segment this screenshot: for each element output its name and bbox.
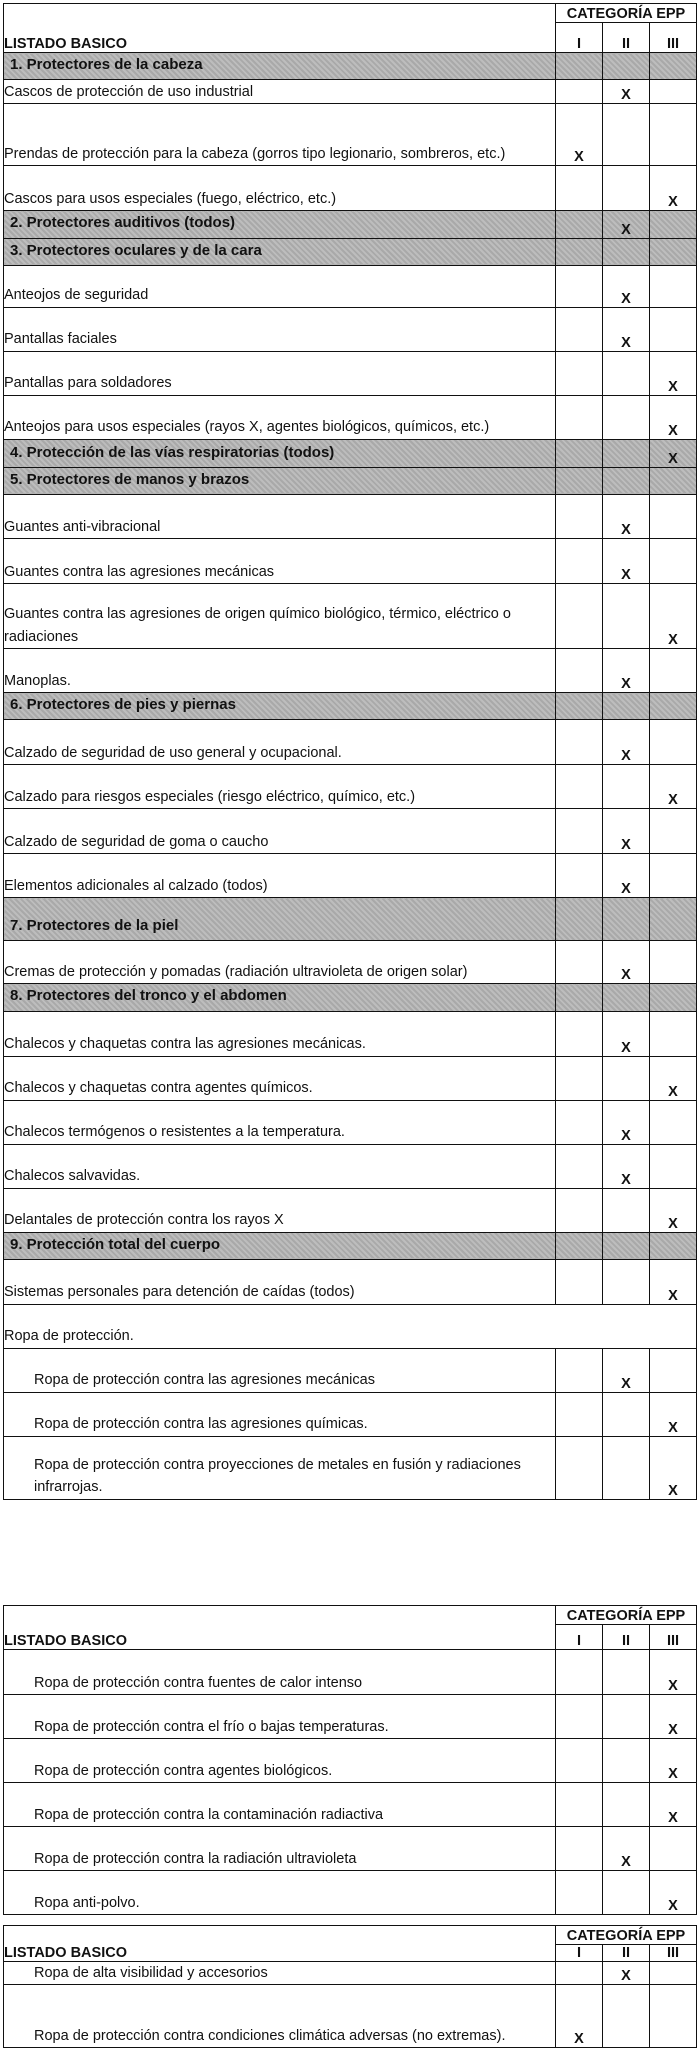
category-ii-cell <box>603 1100 650 1144</box>
category-mark: X <box>621 881 631 898</box>
section-row <box>4 467 697 494</box>
table-row <box>4 1348 697 1392</box>
item-description: Guantes anti-vibracional <box>4 495 556 539</box>
category-epp-heading: CATEGORÍA EPP <box>556 1606 697 1625</box>
category-ii-cell <box>603 1259 650 1304</box>
epp-table-1 <box>3 3 697 1500</box>
section-title: 3. Protectores oculares y de la cara <box>4 238 556 265</box>
table-row <box>4 495 697 539</box>
table-row <box>4 166 697 211</box>
table-row <box>4 720 697 765</box>
table-row <box>4 809 697 854</box>
category-iii-cell <box>650 693 697 720</box>
item-description: Cascos para usos especiales (fuego, eléctrico, etc.) <box>4 166 556 211</box>
category-iii-cell <box>650 1011 697 1056</box>
category-i-cell <box>556 809 603 854</box>
category-i-cell <box>556 80 603 104</box>
table-row <box>4 1188 697 1232</box>
category-mark: X <box>621 1968 631 1985</box>
category-iii-cell <box>650 1392 697 1436</box>
item-description: Ropa de protección contra la radiación ultravioleta <box>4 1827 556 1871</box>
category-iii-label: III <box>650 1945 697 1962</box>
category-ii-cell <box>603 80 650 104</box>
section-row <box>4 693 697 720</box>
item-description: Delantales de protección contra los rayos X <box>4 1188 556 1232</box>
category-i-cell <box>556 539 603 584</box>
table-row <box>4 941 697 984</box>
category-i-cell <box>556 53 603 80</box>
category-mark: X <box>668 1083 678 1100</box>
category-mark: X <box>621 1375 631 1392</box>
category-i-cell <box>556 854 603 898</box>
table-row <box>4 1650 697 1695</box>
category-iii-cell <box>650 720 697 765</box>
table-row <box>4 1739 697 1783</box>
category-i-cell <box>556 898 603 941</box>
category-i-cell <box>556 467 603 494</box>
category-i-cell <box>556 984 603 1011</box>
category-iii-cell <box>650 351 697 395</box>
section-title: 6. Protectores de pies y piernas <box>4 693 556 720</box>
item-description: Chalecos salvavidas. <box>4 1144 556 1188</box>
category-mark: X <box>621 1127 631 1144</box>
category-iii-label: III <box>650 1625 697 1650</box>
category-iii-cell <box>650 1144 697 1188</box>
category-i-cell <box>556 1695 603 1739</box>
category-i-cell <box>556 1348 603 1392</box>
item-description: Calzado de seguridad de uso general y ocupacional. <box>4 720 556 765</box>
table-row <box>4 1962 697 1985</box>
category-mark: X <box>668 1678 678 1694</box>
table-row <box>4 351 697 395</box>
category-iii-cell <box>650 1232 697 1259</box>
section-row <box>4 238 697 265</box>
header-row <box>4 4 697 23</box>
category-iii-cell <box>650 984 697 1011</box>
category-iii-cell <box>650 80 697 104</box>
category-ii-cell <box>603 1827 650 1871</box>
category-ii-cell <box>603 53 650 80</box>
table-row <box>4 1871 697 1915</box>
category-ii-cell <box>603 539 650 584</box>
table-row <box>4 1304 697 1348</box>
category-i-cell <box>556 351 603 395</box>
category-ii-cell <box>603 1783 650 1827</box>
category-i-cell <box>556 1871 603 1915</box>
category-ii-cell <box>603 809 650 854</box>
category-mark: X <box>668 1287 678 1304</box>
item-description: Ropa de protección contra el frío o bajas temperaturas. <box>4 1695 556 1739</box>
listado-basico-heading: LISTADO BASICO <box>4 1926 556 1962</box>
table-row <box>4 584 697 649</box>
category-i-cell <box>556 439 603 467</box>
category-ii-cell <box>603 649 650 693</box>
category-ii-cell <box>603 765 650 809</box>
category-iii-cell <box>650 898 697 941</box>
category-ii-cell <box>603 104 650 166</box>
category-mark: X <box>621 1039 631 1056</box>
category-iii-cell <box>650 307 697 351</box>
section-title: 1. Protectores de la cabeza <box>4 53 556 80</box>
item-description: Ropa de protección contra las agresiones mecánicas <box>4 1348 556 1392</box>
item-description: Guantes contra las agresiones mecánicas <box>4 539 556 584</box>
section-title: 4. Protección de las vías respiratorias (todos) <box>4 439 556 467</box>
category-i-cell <box>556 1232 603 1259</box>
category-i-cell <box>556 584 603 649</box>
item-description: Anteojos para usos especiales (rayos X, agentes biológicos, químicos, etc.) <box>4 395 556 439</box>
category-mark: X <box>621 522 631 538</box>
category-mark: X <box>668 1215 678 1232</box>
category-iii-cell <box>650 1739 697 1783</box>
category-iii-cell <box>650 941 697 984</box>
category-i-label: I <box>556 1945 603 1962</box>
category-iii-cell <box>650 1188 697 1232</box>
category-mark: X <box>668 632 678 648</box>
category-iii-cell <box>650 395 697 439</box>
table-row <box>4 265 697 307</box>
category-iii-cell <box>650 1871 697 1915</box>
table-row <box>4 395 697 439</box>
section-title: 2. Protectores auditivos (todos) <box>4 211 556 238</box>
item-description: Ropa de protección contra proyecciones de metales en fusión y radiaciones infrarrojas. <box>4 1436 556 1499</box>
category-mark: X <box>668 450 678 467</box>
item-description: Prendas de protección para la cabeza (gorros tipo legionario, sombreros, etc.) <box>4 104 556 166</box>
category-i-cell <box>556 307 603 351</box>
category-iii-cell <box>650 53 697 80</box>
item-description: Ropa de protección contra las agresiones químicas. <box>4 1392 556 1436</box>
category-iii-cell <box>650 439 697 467</box>
category-iii-cell <box>650 854 697 898</box>
listado-basico-heading: LISTADO BASICO <box>4 1606 556 1650</box>
category-iii-cell <box>650 495 697 539</box>
category-ii-cell <box>603 1348 650 1392</box>
section-row <box>4 984 697 1011</box>
category-i-cell <box>556 693 603 720</box>
category-ii-cell <box>603 1650 650 1695</box>
table-row <box>4 1056 697 1100</box>
category-ii-cell <box>603 395 650 439</box>
category-iii-cell <box>650 1827 697 1871</box>
category-ii-cell <box>603 1232 650 1259</box>
category-iii-cell <box>650 809 697 854</box>
category-i-cell <box>556 166 603 211</box>
item-description: Ropa de protección contra agentes biológicos. <box>4 1739 556 1783</box>
category-i-cell <box>556 1962 603 1985</box>
item-description: Calzado de seguridad de goma o caucho <box>4 809 556 854</box>
category-i-cell <box>556 238 603 265</box>
category-mark: X <box>621 967 631 984</box>
category-mark: X <box>621 748 631 765</box>
table-row <box>4 1783 697 1827</box>
category-i-cell <box>556 1783 603 1827</box>
category-mark: X <box>621 221 631 238</box>
category-ii-cell <box>603 720 650 765</box>
section-title: 8. Protectores del tronco y el abdomen <box>4 984 556 1011</box>
category-iii-cell <box>650 211 697 238</box>
item-description: Chalecos termógenos o resistentes a la temperatura. <box>4 1100 556 1144</box>
category-mark: X <box>621 290 631 307</box>
section-title: 7. Protectores de la piel <box>4 898 556 941</box>
category-iii-cell <box>650 104 697 166</box>
category-i-cell <box>556 765 603 809</box>
category-mark: X <box>668 422 678 439</box>
category-ii-label: II <box>603 1625 650 1650</box>
item-description: Chalecos y chaquetas contra agentes químicos. <box>4 1056 556 1100</box>
category-mark: X <box>621 567 631 583</box>
category-iii-cell <box>650 765 697 809</box>
category-iii-cell <box>650 467 697 494</box>
category-ii-cell <box>603 1011 650 1056</box>
item-description: Guantes contra las agresiones de origen químico biológico, térmico, eléctrico o radiaciones <box>4 584 556 649</box>
category-ii-label: II <box>603 1945 650 1962</box>
category-ii-cell <box>603 1436 650 1499</box>
category-iii-cell <box>650 1100 697 1144</box>
category-mark: X <box>621 1854 631 1870</box>
category-ii-cell <box>603 1392 650 1436</box>
category-iii-cell <box>650 584 697 649</box>
table-row <box>4 1259 697 1304</box>
category-ii-cell <box>603 1188 650 1232</box>
section-row <box>4 898 697 941</box>
category-iii-cell <box>650 1348 697 1392</box>
category-i-cell <box>556 649 603 693</box>
category-i-cell <box>556 1650 603 1695</box>
category-ii-cell <box>603 439 650 467</box>
table-row <box>4 80 697 104</box>
table-row <box>4 765 697 809</box>
category-epp-heading: CATEGORÍA EPP <box>556 1926 697 1945</box>
table-row <box>4 1011 697 1056</box>
category-epp-heading: CATEGORÍA EPP <box>556 4 697 23</box>
item-description: Elementos adicionales al calzado (todos) <box>4 854 556 898</box>
category-ii-cell <box>603 211 650 238</box>
category-iii-cell <box>650 1650 697 1695</box>
item-description: Manoplas. <box>4 649 556 693</box>
category-ii-cell <box>603 1871 650 1915</box>
section-row <box>4 211 697 238</box>
category-ii-cell <box>603 1056 650 1100</box>
category-ii-cell <box>603 941 650 984</box>
category-ii-cell <box>603 351 650 395</box>
item-description: Anteojos de seguridad <box>4 265 556 307</box>
category-mark: X <box>621 837 631 854</box>
category-ii-cell <box>603 1695 650 1739</box>
category-ii-cell <box>603 1144 650 1188</box>
category-i-cell <box>556 1392 603 1436</box>
category-ii-cell <box>603 898 650 941</box>
category-mark: X <box>668 1810 678 1826</box>
category-i-cell <box>556 395 603 439</box>
category-mark: X <box>621 1171 631 1188</box>
category-ii-cell <box>603 984 650 1011</box>
table-row <box>4 104 697 166</box>
table-row <box>4 1827 697 1871</box>
table-row <box>4 307 697 351</box>
category-iii-cell <box>650 539 697 584</box>
table-row <box>4 1144 697 1188</box>
category-ii-cell <box>603 1985 650 2048</box>
category-i-cell <box>556 1436 603 1499</box>
category-ii-cell <box>603 1962 650 1985</box>
category-i-cell <box>556 1259 603 1304</box>
category-mark: X <box>574 2031 584 2048</box>
category-mark: X <box>668 194 678 211</box>
category-i-cell <box>556 1100 603 1144</box>
table-row <box>4 1436 697 1499</box>
category-i-label: I <box>556 1625 603 1650</box>
item-description: Cascos de protección de uso industrial <box>4 80 556 104</box>
category-iii-cell <box>650 265 697 307</box>
category-iii-cell <box>650 1259 697 1304</box>
category-mark: X <box>668 792 678 809</box>
table-row <box>4 1100 697 1144</box>
category-ii-cell <box>603 265 650 307</box>
table-row <box>4 1695 697 1739</box>
section-title: 5. Protectores de manos y brazos <box>4 467 556 494</box>
category-ii-cell <box>603 1739 650 1783</box>
category-ii-cell <box>603 854 650 898</box>
category-i-cell <box>556 720 603 765</box>
category-ii-cell <box>603 238 650 265</box>
item-description: Chalecos y chaquetas contra las agresiones mecánicas. <box>4 1011 556 1056</box>
category-ii-cell <box>603 495 650 539</box>
category-i-cell <box>556 1188 603 1232</box>
section-row <box>4 53 697 80</box>
item-description: Cremas de protección y pomadas (radiación ultravioleta de origen solar) <box>4 941 556 984</box>
category-i-cell <box>556 1011 603 1056</box>
category-iii-cell <box>650 1695 697 1739</box>
category-i-cell <box>556 265 603 307</box>
item-description: Sistemas personales para detención de caídas (todos) <box>4 1259 556 1304</box>
category-iii-cell <box>650 1962 697 1985</box>
category-iii-cell <box>650 1985 697 2048</box>
category-mark: X <box>621 87 631 104</box>
category-mark: X <box>668 378 678 395</box>
category-iii-cell <box>650 166 697 211</box>
section-title: 9. Protección total del cuerpo <box>4 1232 556 1259</box>
table-row <box>4 1392 697 1436</box>
category-mark: X <box>668 1898 678 1914</box>
item-description: Ropa de alta visibilidad y accesorios <box>4 1962 556 1985</box>
category-mark: X <box>668 1482 678 1499</box>
category-ii-cell <box>603 693 650 720</box>
category-iii-cell <box>650 649 697 693</box>
category-mark: X <box>621 676 631 692</box>
item-description: Calzado para riesgos especiales (riesgo eléctrico, químico, etc.) <box>4 765 556 809</box>
category-iii-cell <box>650 1056 697 1100</box>
table-row <box>4 649 697 693</box>
category-i-cell <box>556 941 603 984</box>
category-mark: X <box>668 1722 678 1738</box>
category-iii-cell <box>650 1783 697 1827</box>
header-row <box>4 1926 697 1945</box>
epp-table-3 <box>3 1925 697 2048</box>
category-ii-cell <box>603 467 650 494</box>
category-ii-cell <box>603 307 650 351</box>
category-iii-label: III <box>650 23 697 53</box>
item-description: Ropa de protección contra la contaminación radiactiva <box>4 1783 556 1827</box>
header-row <box>4 1606 697 1625</box>
category-mark: X <box>574 149 584 166</box>
category-iii-cell <box>650 1436 697 1499</box>
category-i-cell <box>556 211 603 238</box>
category-i-cell <box>556 1827 603 1871</box>
category-mark: X <box>668 1766 678 1782</box>
category-i-cell <box>556 1144 603 1188</box>
category-i-cell <box>556 1056 603 1100</box>
item-description: Pantallas para soldadores <box>4 351 556 395</box>
item-description: Pantallas faciales <box>4 307 556 351</box>
section-row <box>4 1232 697 1259</box>
table-row <box>4 1985 697 2048</box>
category-i-cell <box>556 1985 603 2048</box>
item-description: Ropa de protección contra fuentes de calor intenso <box>4 1650 556 1695</box>
category-mark: X <box>668 1419 678 1436</box>
category-i-cell <box>556 495 603 539</box>
item-description: Ropa anti-polvo. <box>4 1871 556 1915</box>
category-ii-cell <box>603 584 650 649</box>
item-description: Ropa de protección. <box>4 1304 697 1348</box>
category-mark: X <box>621 334 631 351</box>
table-row <box>4 539 697 584</box>
category-i-cell <box>556 1739 603 1783</box>
category-i-label: I <box>556 23 603 53</box>
category-ii-label: II <box>603 23 650 53</box>
table-row <box>4 854 697 898</box>
category-i-cell <box>556 104 603 166</box>
category-ii-cell <box>603 166 650 211</box>
section-row <box>4 439 697 467</box>
category-iii-cell <box>650 238 697 265</box>
listado-basico-heading: LISTADO BASICO <box>4 4 556 53</box>
item-description: Ropa de protección contra condiciones climática adversas (no extremas). <box>4 1985 556 2048</box>
epp-table-2 <box>3 1605 697 1915</box>
